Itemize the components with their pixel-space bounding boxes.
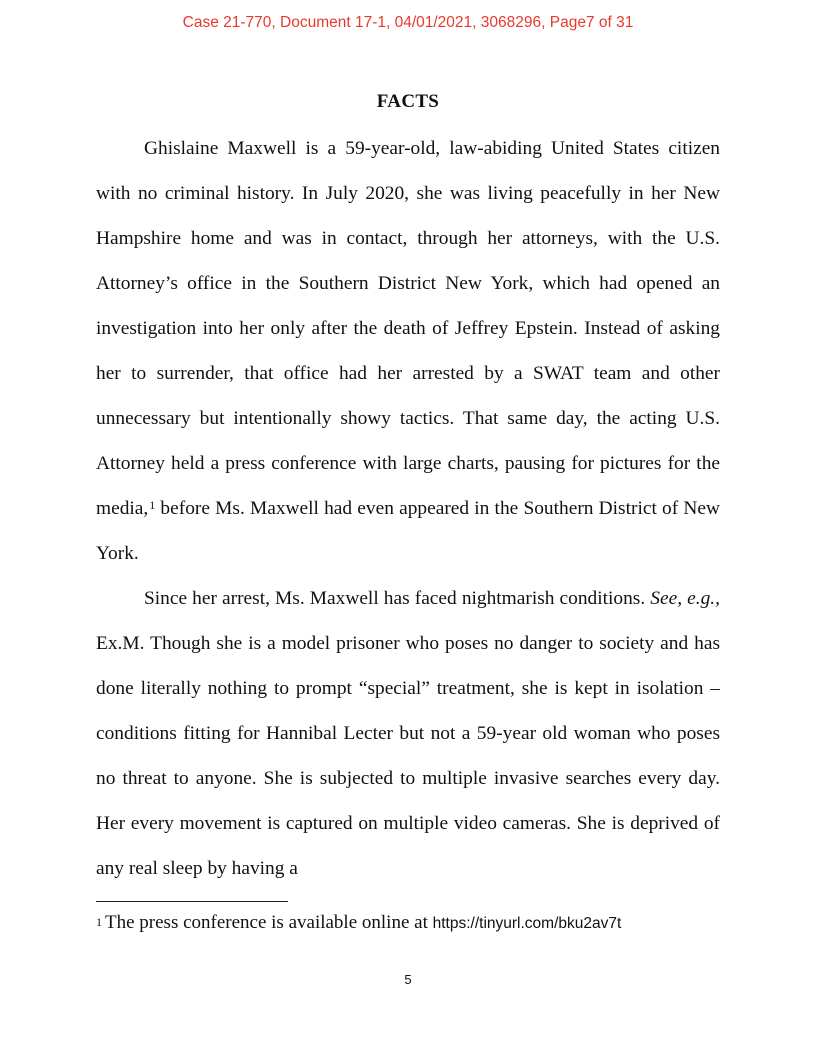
document-body: [96, 126, 720, 891]
paragraph-1-text-b: before Ms. Maxwell had even appeared in the Southern District of New York.: [96, 498, 720, 564]
citation-signal: See, e.g.,: [650, 588, 720, 609]
paragraph-facts-2: [96, 576, 720, 891]
paragraph-1-text-a: Ghislaine Maxwell is a 59-year-old, law-abiding United States citizen with no criminal history. In July 2020, she was living peacefully in her New Hampshire home and was in contact, through her attorneys, with the U.S. Attorney’s office in the Southern District New York, which had opened an investigation into her only after the death of Jeffrey Epstein. Instead of asking her to surrender, that office had her arrested by a SWAT team and other unnecessary but intentionally showy tactics. That same day, the acting U.S. Attorney held a press conference with large charts, pausing for pictures for the media,: [96, 138, 720, 519]
footnote: [96, 910, 736, 937]
paragraph-facts-1: [96, 126, 720, 576]
footnote-text: The press conference is available online at: [105, 912, 433, 933]
section-title: FACTS: [376, 91, 440, 112]
footnote-reference: 1: [149, 498, 156, 512]
page-number: 5: [404, 972, 412, 987]
footnote-divider: [96, 901, 288, 902]
case-header: Case 21-770, Document 17-1, 04/01/2021, 3068296, Page7 of 31: [182, 14, 634, 31]
paragraph-2-text-a: Since her arrest, Ms. Maxwell has faced nightmarish conditions.: [144, 588, 651, 609]
paragraph-2-text-b: Ex.M. Though she is a model prisoner who poses no danger to society and has done literally nothing to prompt “special” treatment, she is kept in isolation – conditions fitting for Hannibal Lecter but not a 59-year old woman who poses no threat to anyone. She is subjected to multiple invasive searches every day. Her every movement is captured on multiple video cameras. She is deprived of any real sleep by having a: [96, 633, 720, 879]
footnote-url-link[interactable]: https://tinyurl.com/bku2av7t: [432, 915, 622, 932]
footnote-number: 1: [96, 915, 102, 929]
